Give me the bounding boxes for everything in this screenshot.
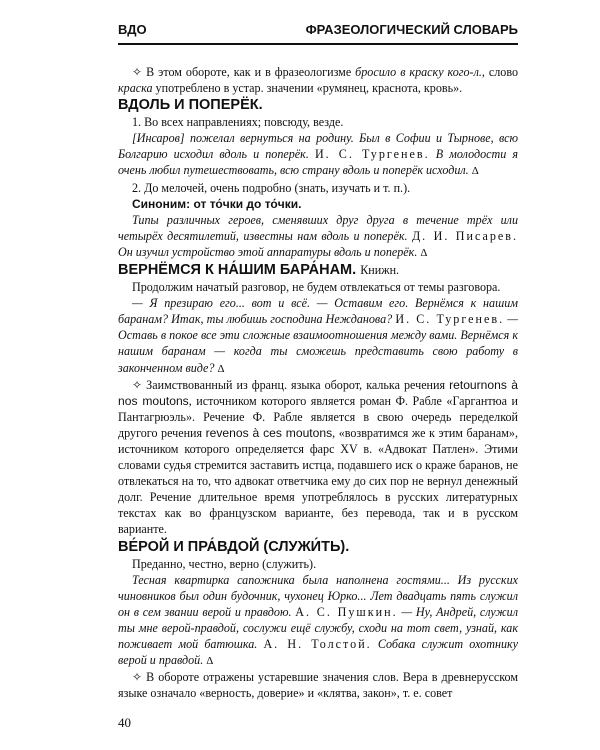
delta-icon: Δ [420, 246, 428, 259]
style-label: Книжн. [360, 263, 400, 278]
header-rule [118, 43, 518, 45]
diamond-icon: ✧ [132, 377, 143, 392]
entry-heading: ВДОЛЬ И ПОПЕРЁК. [118, 97, 263, 114]
intro-note: ✧ В этом обороте, как и в фразеологизме бросило в краску кого-л., слово краска употреблено в устар. значении «румянец, краснота, кровь». [118, 65, 518, 96]
sense-definition: 1. Во всех направлениях; повсюду, везде. [132, 115, 344, 130]
page-number: 40 [118, 715, 131, 730]
quotation: [Инсаров] пожелал вернуться на родину. Был в Софии и Тырнове, всю Болгарию исходил вдоль и поперёк. И. С. Тургенев. В молодости я очень любил путешествовать, всю страну вдоль и поперёк исходил. Δ [118, 131, 518, 178]
running-header [118, 22, 518, 40]
synonym: Синоним: от то́чки до то́чки. [132, 196, 302, 211]
sense-definition: Преданно, честно, верно (служить). [132, 556, 317, 571]
etymology-note: ✧ Заимствованный из франц. языка оборот, калька речения retournons à nos moutons, источником которого является роман Ф. Рабле «Гаргантюа и Пантагрюэль». Речение Ф. Рабле является в свою очередь переделкой другого речения revenos à ces moutons, «возвратимся же к этим баранам», источником которого определяется фарс XV в. «Адвокат Патлен». Этими словами судья стремится заставить истца, подавшего иск о краже баранов, не отвлекаться на то, что адвокат ответчика ему до сих пор не вернул денежный долг. Речение длительное время употреблялось в русских литературных текстах как во французском варианте, без перевода, так и в русском варианте. [118, 377, 518, 537]
etymology-note: ✧ В обороте отражены устаревшие значения слов. Вера в древнерусском языке означало «верность, доверие» и «клятва, закон», т. е. совет [118, 670, 518, 701]
sense-definition: 2. До мелочей, очень подробно (знать, изучать и т. п.). [132, 180, 411, 195]
quotation: Типы различных героев, сменявших друг друга в течение трёх или четырёх десятилетий, известны нам вдоль и поперёк. Д. И. Писарев. Он изучил устройство этой аппаратуры вдоль и поперёк. Δ [118, 212, 518, 259]
sense-definition: Продолжим начатый разговор, не будем отвлекаться от темы разговора. [132, 280, 501, 295]
quotation: Тесная квартирка сапожника была наполнена гостями... Из русских чиновников был один будочник, чухонец Юрко... Лет двадцать пять служил он в сем звании верой и правдою. А. С. Пушкин. — Ну, Андрей, служил ты мне верой-правдой, сослужи ещё службу, сходи на тот свет, узнай, как поживает мой батюшка. А. Н. Толстой. Собака служит охотнику верой и правдой. Δ [118, 572, 519, 668]
diamond-icon: ✧ [132, 65, 143, 79]
diamond-icon: ✧ [132, 670, 143, 685]
entry-heading: ВЕРНЁМСЯ К НА́ШИМ БАРА́НАМ. Книжн. [118, 262, 400, 279]
delta-icon: Δ [471, 165, 479, 178]
dictionary-text [118, 64, 518, 701]
entry-heading: ВЕ́РОЙ И ПРА́ВДОЙ (СЛУЖИ́ТЬ). [118, 538, 350, 555]
header-left: ВДО [118, 22, 147, 37]
delta-icon: Δ [217, 362, 225, 375]
quotation: — Я презираю его... вот и всё. — Оставим его. Вернёмся к нашим баранам? Итак, ты любишь господина Нежданова? И. С. Тургенев. — Оставь в покое все эти сложные взаимоотношения между вами. Вернёмся к нашим баранам — когда ты сможешь представить свою работу в законченном виде? Δ [118, 296, 518, 375]
delta-icon: Δ [206, 655, 214, 668]
header-right: ФРАЗЕОЛОГИЧЕСКИЙ СЛОВАРЬ [305, 22, 518, 37]
